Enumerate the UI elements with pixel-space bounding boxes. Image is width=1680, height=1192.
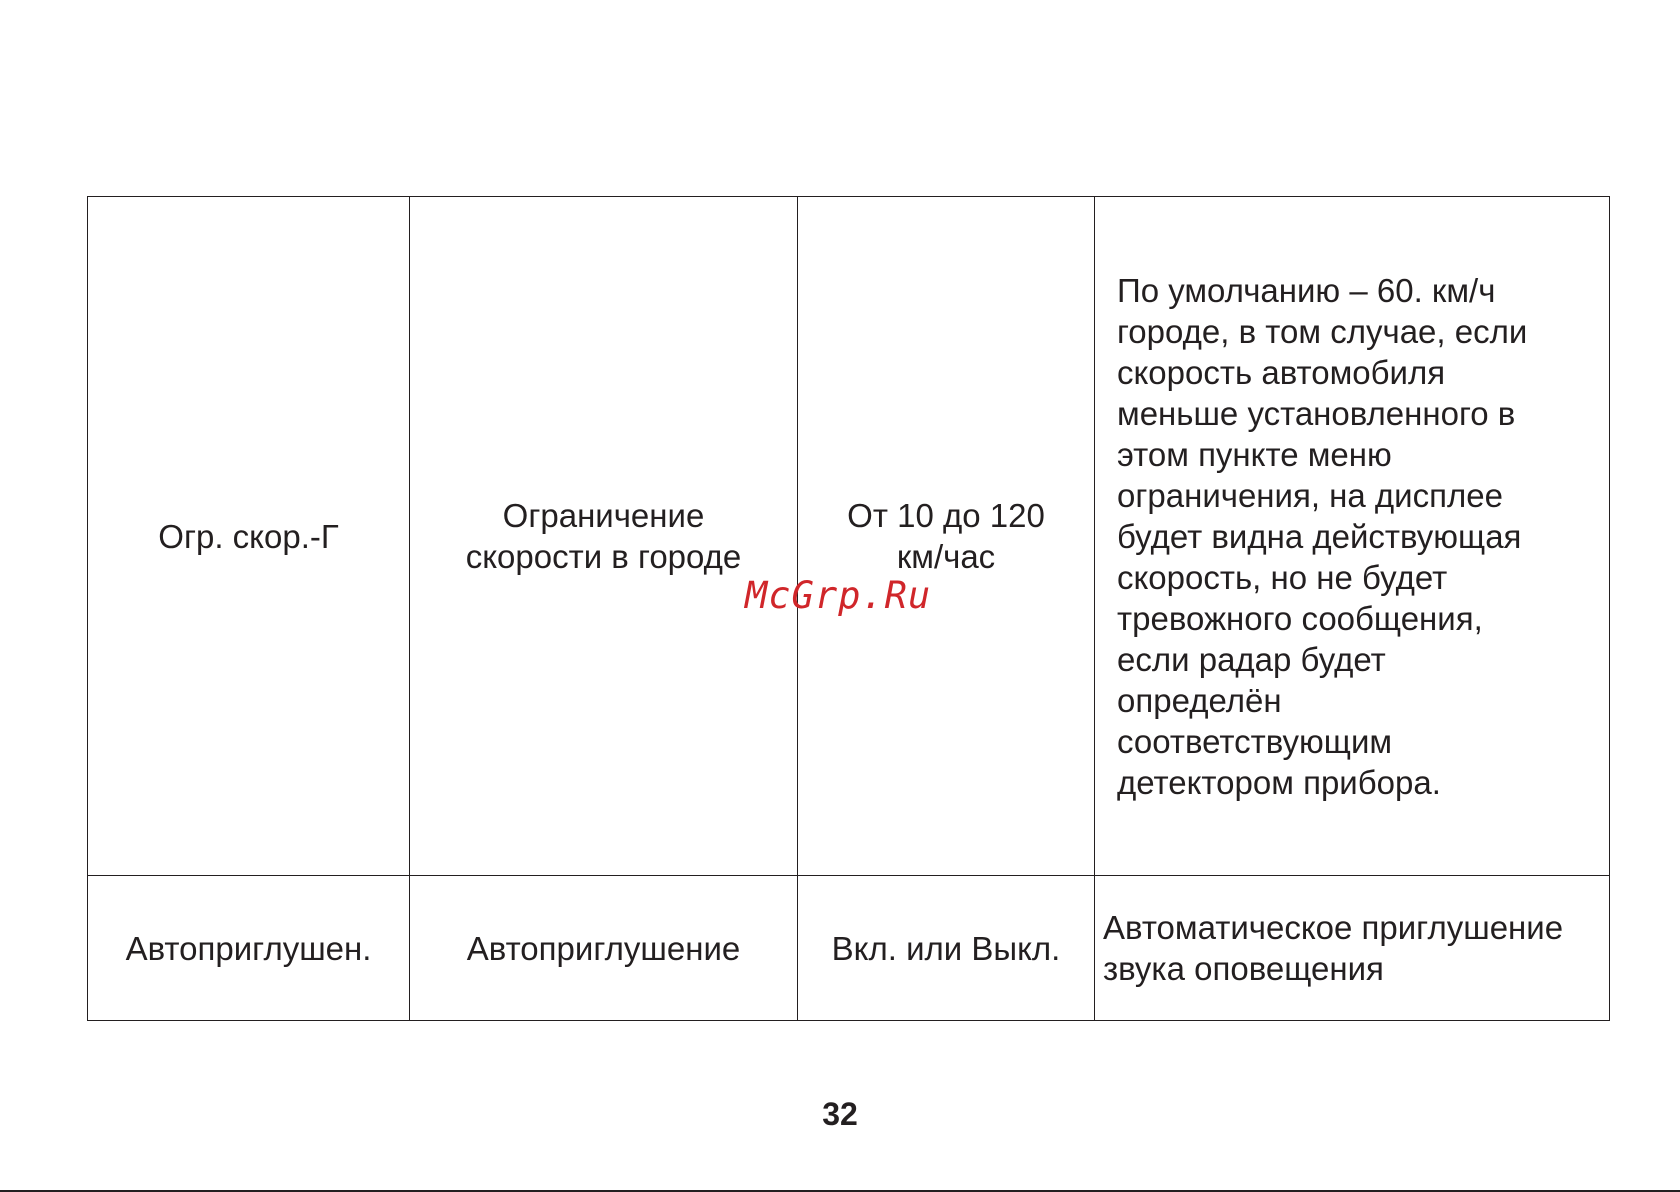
- setting-values-cell: От 10 до 120 км/час: [798, 197, 1095, 876]
- watermark: McGrp.Ru: [745, 574, 932, 617]
- setting-name-cell: Огр. скор.-Г: [88, 197, 410, 876]
- setting-name-cell: Автоприглушен.: [88, 876, 410, 1021]
- setting-title-cell: Ограничение скорости в городе: [410, 197, 798, 876]
- table-row-auto-mute: [88, 876, 1610, 1021]
- page-number: 32: [822, 1096, 858, 1132]
- setting-description-cell: По умолчанию – 60. км/ч городе, в том случае, если скорость автомобиля меньше установленного в этом пункте меню ограничения, на дисплее будет видна действующая скорость, но не будет тревожного сообщения, если радар будет определён соответствующим детектором прибора.: [1095, 197, 1610, 876]
- table-row-city-speed-limit: [88, 197, 1610, 876]
- setting-values-cell: Вкл. или Выкл.: [798, 876, 1095, 1021]
- setting-description-cell: Автоматическое приглушение звука оповещения: [1095, 876, 1610, 1021]
- setting-title-cell: Автоприглушение: [410, 876, 798, 1021]
